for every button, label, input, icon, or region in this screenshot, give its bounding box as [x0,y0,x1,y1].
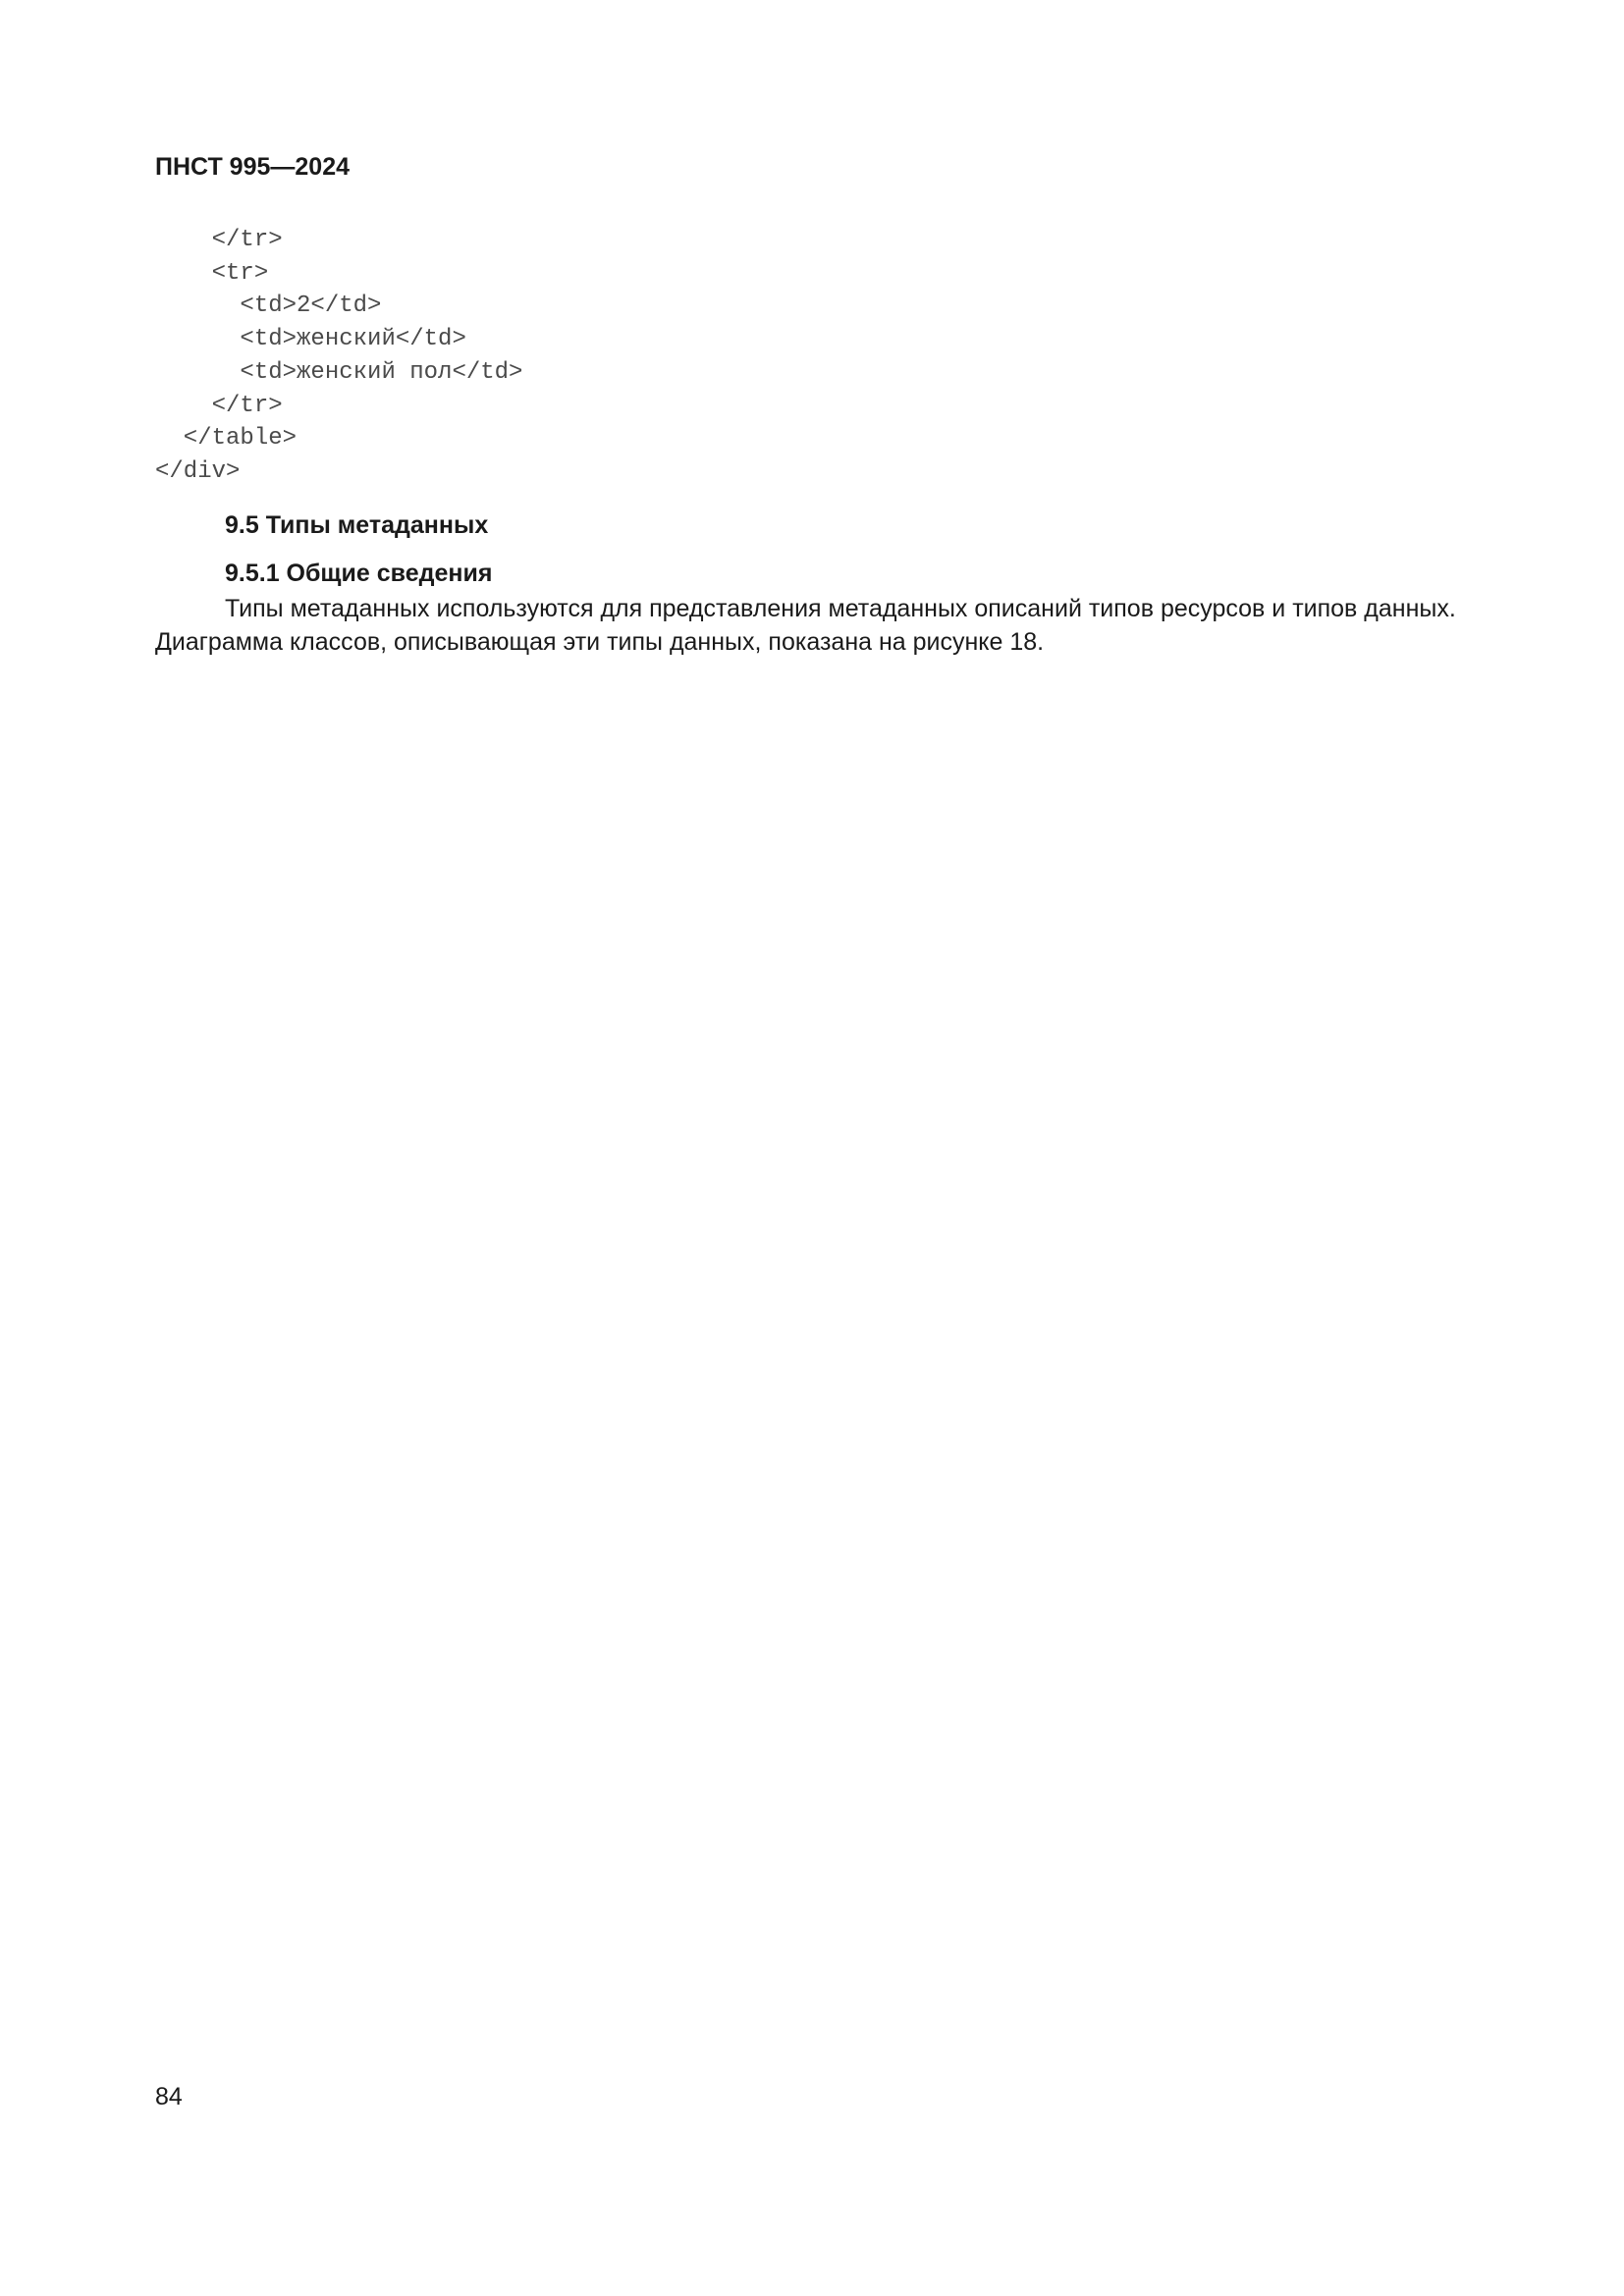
code-line: </table> [155,425,298,453]
code-line: <td>женский пол</td> [155,358,523,386]
document-id-header: ПНСТ 995—2024 [155,153,350,181]
code-line: </tr> [155,227,283,253]
code-line: <td>женский</td> [155,326,466,353]
html-code-listing [155,224,522,489]
subsection-heading-9-5-1: 9.5.1 Общие сведения [225,560,493,587]
page-number: 84 [155,2083,183,2110]
code-line: </div> [155,457,241,485]
body-paragraph: Типы метаданных используются для представления метаданных описаний типов ресурсов и типов данных. Диаграмма классов, описывающая эти типы данных, показана на рисунке 18. [155,595,1456,656]
code-line: <tr> [155,259,269,287]
section-heading-9-5: 9.5 Типы метаданных [225,511,489,539]
code-line: </tr> [155,392,283,419]
code-line: <td>2</td> [155,293,382,320]
